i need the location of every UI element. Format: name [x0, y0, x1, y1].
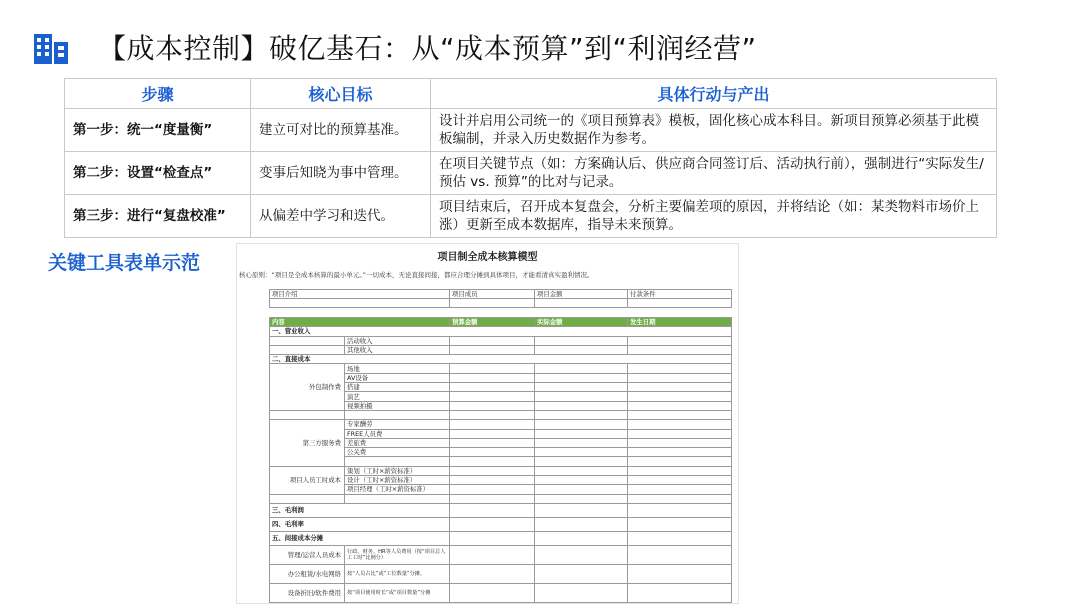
- tool-form-label: 关键工具表单示范: [48, 252, 201, 274]
- info-cell: [535, 299, 628, 308]
- indirect-label: 管理/运营人员成本: [270, 545, 345, 564]
- title-row: [32, 26, 757, 68]
- action-cell: 在项目关键节点（如：方案确认后、供应商合同签订后、活动执行前），强制进行“实际发生/预估 vs. 预算”的比对与记录。: [431, 152, 997, 195]
- cost-item: 视频拍摄: [345, 401, 450, 410]
- cost-item: 差旅费: [345, 438, 450, 447]
- cost-item: 设计（工时×薪资标准）: [345, 476, 450, 485]
- cost-item: 公关费: [345, 448, 450, 457]
- step-cell: 第一步：统一“度量衡”: [65, 109, 251, 152]
- info-header: 项目金额: [535, 290, 628, 299]
- step-cell: 第三步：进行“复盘校准”: [65, 195, 251, 238]
- table-row: [65, 152, 997, 195]
- page-title: 【成本控制】破亿基石：从“成本预算”到“利润经营”: [98, 32, 757, 65]
- goal-cell: 建立可对比的预算基准。: [251, 109, 431, 152]
- col-date: 发生日期: [628, 318, 732, 327]
- action-cell: 设计并启用公司统一的《项目预算表》模板，固化核心成本科目。新项目预算必须基于此模板编制，并录入历史数据作为参考。: [431, 109, 997, 152]
- cost-item: 策划（工时×薪资标准）: [345, 466, 450, 475]
- sheet-title: 项目制全成本核算模型: [437, 252, 538, 263]
- info-header: 付款条件: [628, 290, 732, 299]
- indirect-note: 按“人员占比”或“工位数量”分摊。: [345, 564, 450, 583]
- revenue-item: 活动收入: [345, 336, 450, 345]
- col-budget: 预算金额: [450, 318, 535, 327]
- cost-item: 场地: [345, 364, 450, 373]
- indirect-note: 行政、财务、HR等人员费用（按“项目总人工工时”比例分）: [345, 545, 450, 564]
- project-info-table: [269, 289, 732, 308]
- indirect-label: 设备折旧/软件费用: [270, 583, 345, 602]
- info-cell: [628, 299, 732, 308]
- action-cell: 项目结束后，召开成本复盘会，分析主要偏差项的原因，并将结论（如：某类物料市场价上涨）更新至成本数据库，指导未来预算。: [431, 195, 997, 238]
- header-goal: 核心目标: [251, 79, 431, 109]
- goal-cell: 变事后知晓为事中管理。: [251, 152, 431, 195]
- step-cell: 第二步：设置“检查点”: [65, 152, 251, 195]
- cost-item: AV设备: [345, 373, 450, 382]
- labor-group: 项目人员工时成本: [270, 466, 345, 494]
- building-icon: [32, 28, 70, 66]
- info-cell: [450, 299, 535, 308]
- sheet-principle: 核心原则：“项目是全成本核算的最小单元。”一切成本，无论直接间接，都应合理分摊到具体项目，才能看清真实盈利情况。: [239, 271, 594, 279]
- info-header: 项目成员: [450, 290, 535, 299]
- col-content: 内容: [270, 318, 450, 327]
- indirect-note: 按“项目使用时长”或“项目数量”分摊: [345, 583, 450, 602]
- cost-header-row: [270, 318, 732, 327]
- goal-cell: 从偏差中学习和迭代。: [251, 195, 431, 238]
- col-actual: 实际金额: [535, 318, 628, 327]
- cost-table: [269, 317, 732, 603]
- steps-table: [64, 78, 997, 238]
- cost-model-sheet: [236, 243, 739, 604]
- steps-header-row: [65, 79, 997, 109]
- header-action: 具体行动与产出: [431, 79, 997, 109]
- header-step: 步骤: [65, 79, 251, 109]
- indirect-label: 办公租赁/水电网络: [270, 564, 345, 583]
- revenue-item: 其他收入: [345, 345, 450, 354]
- info-header: 项目介绍: [270, 290, 450, 299]
- cost-item: 项目经理（工时×薪资标准）: [345, 485, 450, 494]
- section-indirect: 五、间接成本分摊: [270, 531, 450, 545]
- section-direct: 二、直接成本: [270, 355, 732, 364]
- outsourcing-group: 外包制作费: [270, 364, 345, 410]
- section-revenue: 一、营业收入: [270, 327, 732, 336]
- cost-item: 搭建: [345, 383, 450, 392]
- cost-item: FREE人员费: [345, 429, 450, 438]
- third-party-group: 第三方服务费: [270, 420, 345, 466]
- table-row: [65, 195, 997, 238]
- section-gross-profit: 三、毛利润: [270, 503, 450, 517]
- cost-item: 专家酬劳: [345, 420, 450, 429]
- cost-item: 演艺: [345, 392, 450, 401]
- info-cell: [270, 299, 450, 308]
- table-row: [65, 109, 997, 152]
- section-gross-margin: 四、毛利率: [270, 517, 450, 531]
